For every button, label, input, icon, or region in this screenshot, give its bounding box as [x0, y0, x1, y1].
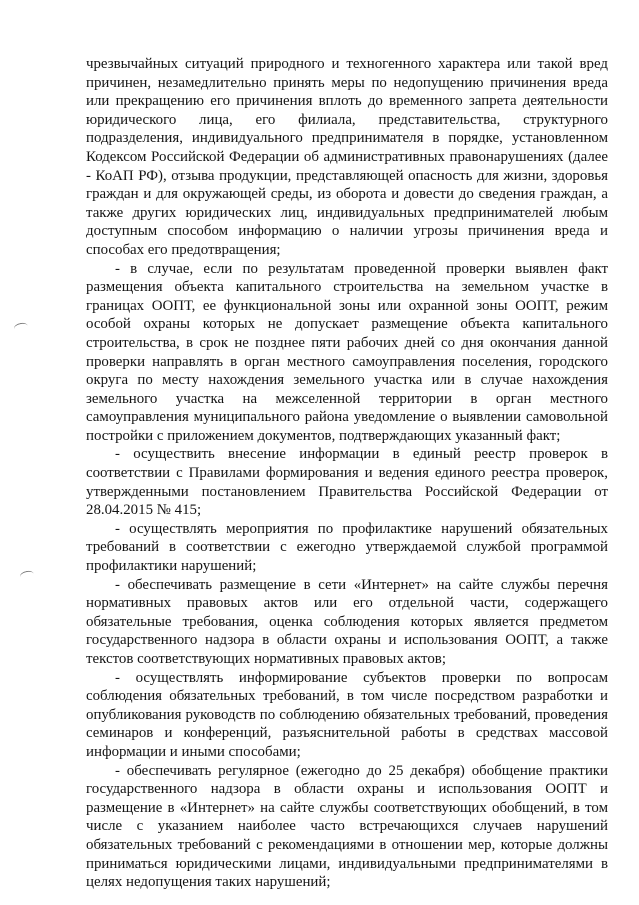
- paragraph-continuation: чрезвычайных ситуаций природного и техногенного характера или такой вред причинен, незамедлительно принять меры по недопущению причинения вреда или прекращению его причинения вплоть до временного запрета деятельности юридического лица, его филиала, представительства, структурного подразделения, индивидуального предпринимателя в порядке, установленном Кодексом Российской Федерации об административных правонарушениях (далее - КоАП РФ), отзыва продукции, представляющей опасность для жизни, здоровья граждан и для окружающей среды, из оборота и довести до сведения граждан, а также других юридических лиц, индивидуальных предпринимателей любым доступным способом информацию о наличии угрозы причинения вреда и способах его предотвращения;: [86, 56, 608, 258]
- margin-punch-mark: [19, 570, 35, 582]
- paragraph-inspection-registry: - осуществить внесение информации в единый реестр проверок в соответствии с Правилами формирования и ведения единого реестра проверок, утвержденными постановлением Правительства Российской Федерации от 28.04.2015 № 415;: [86, 446, 608, 519]
- paragraph-prevention-measures: - осуществлять мероприятия по профилактике нарушений обязательных требований в соответствии с ежегодно утверждаемой службой программой профилактики нарушений;: [86, 520, 608, 575]
- document-body: [86, 55, 608, 892]
- margin-punch-mark: [13, 322, 29, 334]
- paragraph-unauthorized-construction: - в случае, если по результатам проведенной проверки выявлен факт размещения объекта капитального строительства на земельном участке в границах ООПТ, ее функциональной зоны или охранной зоны ООПТ, режим особой охраны которых не допускает размещение объекта капитального строительства, в срок не позднее пяти рабочих дней со дня окончания данной проверки направлять в орган местного самоуправления поселения, городского округа по месту нахождения земельного участка или в случае нахождения земельного участка на межселенной территории в орган местного самоуправления муниципального района уведомление о выявлении самовольной постройки с приложением документов, подтверждающих указанный факт;: [86, 260, 608, 444]
- paragraph-practice-summary: - обеспечивать регулярное (ежегодно до 25 декабря) обобщение практики государственного надзора в области охраны и использования ООПТ и размещение в «Интернет» на сайте службы соответствующих обобщений, в том числе с указанием наиболее часто встречающихся случаев нарушений обязательных требований с рекомендациями в отношении мер, которые должны приниматься юридическими лицами, индивидуальными предпринимателями в целях недопущения таких нарушений;: [86, 762, 608, 891]
- paragraph-internet-publication: - обеспечивать размещение в сети «Интернет» на сайте службы перечня нормативных правовых актов или его отдельной части, содержащего обязательные требования, оценка соблюдения которых является предметом государственного надзора в области охраны и использования ООПТ, а также текстов соответствующих нормативных правовых актов;: [86, 576, 608, 667]
- paragraph-informing-subjects: - осуществлять информирование субъектов проверки по вопросам соблюдения обязательных требований, в том числе посредством разработки и опубликования руководств по соблюдению обязательных требований, проведения семинаров и конференций, разъяснительной работы в средствах массовой информации и иными способами;: [86, 669, 608, 760]
